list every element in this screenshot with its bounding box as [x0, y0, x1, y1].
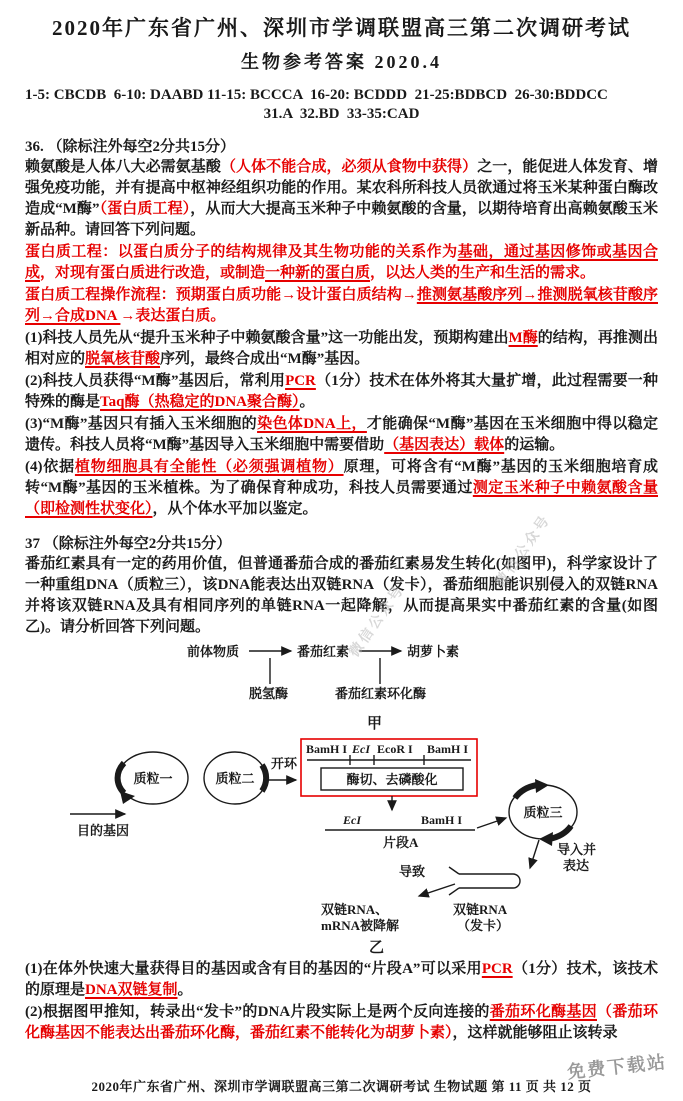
q36-procedure-note: 蛋白质工程操作流程：预期蛋白质功能→设计蛋白质结构→推测氨基酸序列→推测脱氧核苷酸序列→合成DNA →表达蛋白质。: [25, 287, 658, 324]
enzyme1-label: 脱氢酶: [249, 686, 289, 701]
hairpin-shape: [459, 874, 520, 888]
q36-protein-engineering-note: 蛋白质工程：以蛋白质分子的结构规律及其生物功能的关系作为基础，通过基因修饰或基因合成，对现有蛋白质进行改造，或制造一种新的蛋白质，以达人类的生产和生活的需求。: [25, 244, 658, 281]
q37-intro-paragraph: 番茄红素具有一定的药用价值，但普通番茄合成的番茄红素易发生转化(如图甲)，科学家设计了一种重组DNA（质粒三），该DNA能表达出双链RNA（发卡），番茄细胞能识别侵入的双链RNA并将该双链RNA及具有相同序列的单链RNA一起降解，从而提高果实中番茄红素的含量(如图乙)。请分析回答下列问题。: [25, 556, 658, 635]
hairpin-label-2: （发卡）: [457, 918, 510, 933]
figure-yi: [25, 734, 658, 958]
watermark-diagonal-1: 微信公众号: [493, 511, 555, 591]
plasmid-3-insert-1: [515, 785, 537, 798]
cause-label: 导致: [399, 864, 426, 879]
q36-intro-paragraph: 赖氨酸是人体八大必需氨基酸（人体不能合成，必须从食物中获得）之一，能促进人体发育、增强免疫功能，并有提高中枢神经组织功能的作用。某农科所科技人员欲通过将玉米某种蛋白酶改造成“M酶”（蛋白质工程），从而大大提高玉米种子中赖氨酸的含量，以期待培育出高赖氨酸玉米新品种。请回答下列问题。: [25, 159, 658, 238]
site-bamh1-top-2: BamH I: [427, 742, 469, 756]
site-bamh1-top-1: BamH I: [306, 742, 348, 756]
plasmid-3-label: 质粒三: [523, 805, 563, 820]
page-footer: 2020年广东省广州、深圳市学调联盟高三第二次调研考试 生物试题 第 11 页 共 12 页: [91, 1079, 592, 1094]
site-ecl-top: EcI: [352, 742, 370, 756]
watermark-diagonal-2: 微信公众号: [347, 581, 409, 661]
digest-dephosphorylate-label: 酶切、去磷酸化: [346, 772, 438, 787]
site-bamh1-fragment: BamH I: [421, 813, 463, 827]
carotene-label: 胡萝卜素: [407, 644, 460, 659]
mc-answers-line-2: 31.A 32.BD 33-35:CAD: [263, 106, 420, 122]
import-express-arrow: [530, 840, 539, 868]
plasmid-3-insert-2-arrow: [539, 832, 553, 846]
precursor-label: 前体物质: [187, 644, 240, 659]
figure-yi-label: 乙: [369, 940, 385, 956]
fragment-to-plasmid3-arrow: [477, 818, 506, 828]
plasmid-1-label: 质粒一: [133, 771, 173, 786]
hairpin-tail-bottom: [449, 888, 459, 895]
target-gene-label: 目的基因: [77, 823, 130, 838]
watermark-download-site: 免费下载站: [566, 1051, 668, 1083]
q37-answer-2: (2)根据图甲推知，转录出“发卡”的DNA片段实际上是两个反向连接的番茄环化酶基因（番茄环化酶基因不能表达出番茄环化酶，番茄红素不能转化为胡萝卜素），这样就能够阻止该转录: [25, 1004, 658, 1041]
enzyme2-label: 番茄红素环化酶: [335, 686, 427, 701]
page-title: 2020年广东省广州、深圳市学调联盟高三第二次调研考试: [52, 16, 631, 40]
hairpin-tail-top: [449, 867, 459, 874]
plasmid-3: [509, 779, 577, 846]
plasmid-3-insert-1-arrow: [535, 779, 549, 793]
import-express-label-2: 表达: [563, 858, 590, 873]
question-36-heading: 36. （除标注外每空2分共15分）: [25, 139, 236, 155]
open-ring-label: 开环: [271, 756, 298, 771]
fragment-a-label: 片段A: [383, 835, 419, 850]
hairpin-rna: [449, 867, 520, 895]
hairpin-label-1: 双链RNA: [453, 902, 508, 917]
target-gene-segment: [118, 763, 124, 793]
page-subtitle: 生物参考答案 2020.4: [241, 52, 442, 72]
plasmid-2-segment: [262, 765, 266, 791]
figure-jia: [25, 638, 658, 734]
site-ecor1-top: EcoR I: [377, 742, 413, 756]
site-ecl-fragment: EcI: [343, 813, 361, 827]
question-37-heading: 37 （除标注外每空2分共15分）: [25, 536, 232, 552]
q36-answer-1: (1)科技人员先从“提升玉米种子中赖氨酸含量”这一功能出发，预期构建出M酶的结构，再推测出相对应的脱氧核苷酸序列，最终合成出“M酶”基因。: [25, 330, 658, 367]
degraded-label-2: mRNA被降解: [321, 918, 399, 933]
import-express-label-1: 导入并: [557, 842, 597, 857]
q37-answer-1: (1)在体外快速大量获得目的基因或含有目的基因的“片段A”可以采用PCR（1分）技术，该技术的原理是DNA双链复制。: [25, 961, 658, 998]
plasmid-2: [204, 752, 266, 804]
degraded-label-1: 双链RNA、: [321, 902, 389, 917]
figure-jia-label: 甲: [367, 716, 383, 732]
lycopene-label: 番茄红素: [297, 644, 350, 659]
target-gene-direction-arrow: [120, 791, 135, 804]
q36-answer-4: (4)依据植物细胞具有全能性（必须强调植物）原理，可将含有“M酶”基因的玉米细胞培育成转“M酶”基因的玉米植株。为了确保育种成功，科技人员需要通过测定玉米种子中赖氨酸含量（即检测性状变化），从个体水平加以鉴定。: [25, 459, 658, 517]
mc-answers-line-1: 1-5: CBCDB 6-10: DAABD 11-15: BCCCA 16-20: BCDDD 21-25:BDBCD 26-30:BDDCC: [25, 87, 608, 103]
plasmid-1: [118, 752, 188, 804]
q36-answer-3: (3)“M酶”基因只有插入玉米细胞的染色体DNA上，才能确保“M酶”基因在玉米细胞中得以稳定遗传。科技人员将“M酶”基因导入玉米细胞中需要借助（基因表达）载体的运输。: [25, 416, 659, 453]
q36-answer-2: (2)科技人员获得“M酶”基因后，常利用PCR（1分）技术在体外将其大量扩增，此过程需要一种特殊的酶是Taq酶（热稳定的DNA聚合酶）。: [25, 373, 658, 410]
plasmid-2-label: 质粒二: [215, 771, 255, 786]
